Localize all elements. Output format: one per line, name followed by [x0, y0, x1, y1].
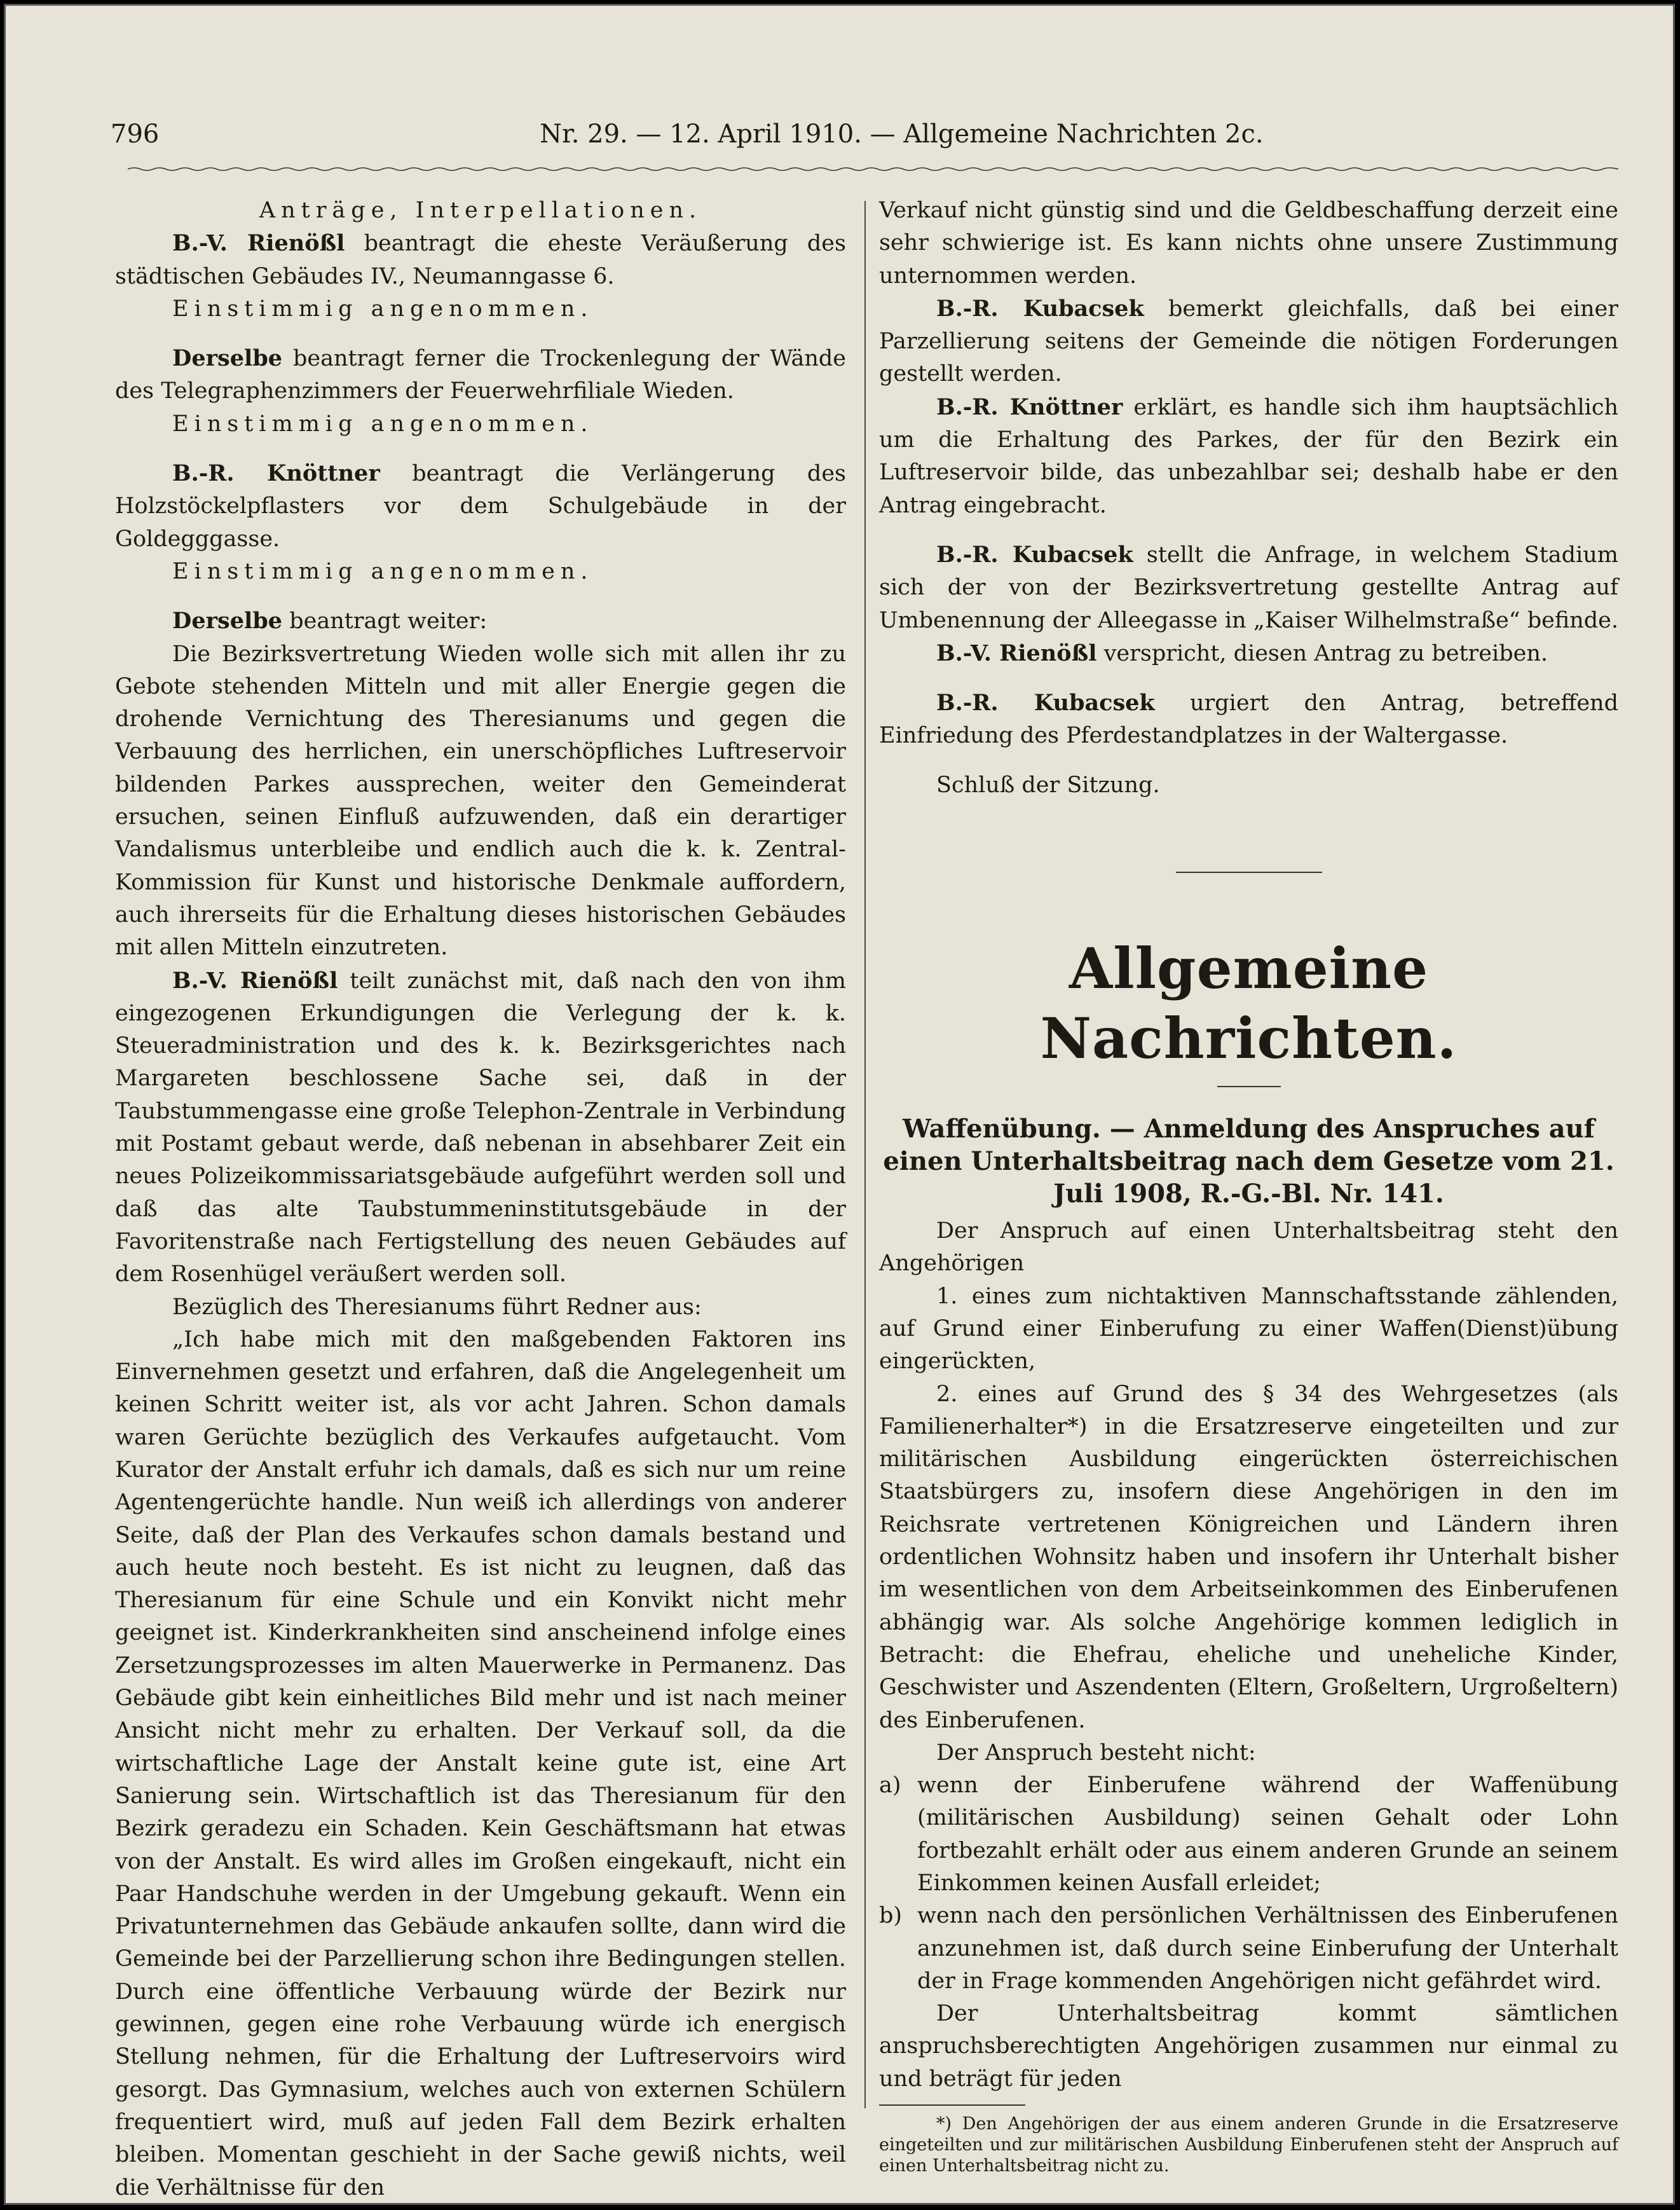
motion-r5: B.-R. Kubacsek urgiert den Antrag, betreffend Einfriedung des Pferdestandplatzes in der Waltergasse. — [879, 690, 1618, 749]
motion-r3: B.-R. Kubacsek stellt die Anfrage, in welchem Stadium sich der von der Bezirksvertretung gestellte Antrag auf Umbenennung der Alleegasse in „Kaiser Wilhelmstraße“ befinde. — [879, 541, 1618, 633]
motion-4-body: Die Bezirksvertretung Wieden wolle sich mit allen ihr zu Gebote stehenden Mitteln und mit aller Energie gegen die drohende Vernichtung des Theresianums und gegen die Verbauung des herrlichen, ein unerschöpfliches Luftreservoir bildenden Parkes aussprechen, weiter den Gemeinderat ersuchen, seinen Einfluß aufzuwenden, daß ein derartiger Vandalismus unterbleibe und endlich auch die k. k. Zentral-Kommission für Kunst und historische Denkmale auffordern, auch ihrerseits für die Erhaltung dieses historischen Gebäudes mit allen Mitteln einzutreten. — [115, 641, 846, 961]
motion-4: Derselbe beantragt weiter: — [172, 608, 488, 635]
paragraph-theresianum-intro: Bezüglich des Theresianums führt Redner aus: — [172, 1294, 702, 1320]
motion-3: B.-R. Knöttner beantragt die Verlängerung des Holzstöckelpflasters vor dem Schulgebäude in der Goldegggasse. — [115, 460, 846, 552]
speaker-name: B.-V. Rienößl — [936, 640, 1097, 666]
exception-list — [879, 1769, 1618, 1998]
list-item: b) wenn nach den persönlichen Verhältnissen des Einberufenen anzunehmen ist, daß durch seine Einberufung der Unterhalt der in Frage kommenden Angehörigen nicht gefährdet wird. — [879, 1903, 1618, 1994]
footnote: *) Den Angehörigen der aus einem anderen Grunde in die Ersatzreserve eingeteilten und zur militärischen Ausbildung Einberufenen steht der Anspruch auf einen Unterhaltsbeitrag nicht zu. — [879, 2114, 1618, 2176]
article-paragraph-1: Der Anspruch auf einen Unterhaltsbeitrag steht den Angehörigen — [879, 1218, 1618, 1277]
header-wavy-rule — [128, 167, 1618, 172]
right-column — [879, 195, 1618, 2176]
paragraph-continued: Verkauf nicht günstig sind und die Geldbeschaffung derzeit eine sehr schwierige ist. Es kann nichts ohne unsere Zustimmung unternommen werden. — [879, 198, 1618, 289]
left-column — [115, 195, 846, 2204]
motion-r4: B.-V. Rienößl verspricht, diesen Antrag zu betreiben. — [936, 640, 1548, 666]
newspaper-page — [4, 4, 1675, 2205]
speaker-name: B.-V. Rienößl — [172, 230, 345, 257]
article-paragraph-3: 2. eines auf Grund des § 34 des Wehrgesetzes (als Familienerhalter*) in die Ersatzreserve eingeteilten und zur militärischen Ausbildung eingerückten österreichischen Staatsbürgers zu, insofern diese Angehörigen in den im Reichsrate vertretenen Königreichen und Ländern ihren ordentlichen Wohnsitz haben und insofern ihr Unterhalt bisher im wesentlichen von dem Arbeitseinkommen des Einberufenen abhängig war. Als solche Angehörige kommen lediglich in Betracht: die Ehefrau, eheliche und uneheliche Kinder, Geschwister und Aszendenten (Eltern, Großeltern, Urgroßeltern) des Einberufenen. — [879, 1381, 1618, 1733]
section-title-allgemeine-nachrichten: Allgemeine Nachrichten. — [1040, 935, 1458, 1072]
page-number: 796 — [111, 120, 160, 149]
speaker-name: B.-R. Knöttner — [172, 460, 380, 487]
column-divider — [864, 201, 866, 2108]
speaker-name: B.-R. Knöttner — [936, 394, 1123, 420]
motion-2-result: Einstimmig angenommen. — [172, 411, 594, 437]
article-title: Waffenübung. — Anmeldung des Anspruches auf einen Unterhaltsbeitrag nach dem Gesetze vom 21. Juli 1908, R.-G.-Bl. Nr. 141. — [883, 1114, 1615, 1209]
motion-1-result: Einstimmig angenommen. — [172, 296, 594, 322]
motion-1: B.-V. Rienößl beantragt die eheste Veräußerung des städtischen Gebäudes IV., Neumanngasse 6. — [115, 230, 846, 289]
motion-3-result: Einstimmig angenommen. — [172, 558, 594, 584]
motion-2: Derselbe beantragt ferner die Trockenlegung der Wände des Telegraphenzimmers der Feuerwehrfiliale Wieden. — [115, 345, 846, 404]
article-paragraph-5: Der Unterhaltsbeitrag kommt sämtlichen anspruchsberechtigten Angehörigen zusammen nur einmal zu und beträgt für jeden — [879, 2001, 1618, 2092]
article-paragraph-4: Der Anspruch besteht nicht: — [936, 1740, 1256, 1766]
footnote-rule — [879, 2104, 1025, 2106]
speaker-name: Derselbe — [172, 345, 283, 372]
session-close: Schluß der Sitzung. — [936, 772, 1160, 798]
motion-5: B.-V. Rienößl teilt zunächst mit, daß nach den von ihm eingezogenen Erkundigungen die Verlegung der k. k. Steueradministration und des k. k. Bezirksgerichtes nach Margareten beschlossene Sache sei, daß in der Taubstummengasse eine große Telephon-Zentrale in Verbindung mit Postamt gebaut werde, daß nebenan in absehbarer Zeit ein neues Polizeikommissariatsgebäude aufgeführt werden soll und daß das alte Taubstummeninstitutsgebäude in der Favoritenstraße nach Fertigstellung des neuen Gebäudes auf dem Rosenhügel veräußert werden soll. — [115, 967, 846, 1287]
paragraph-speech: „Ich habe mich mit den maßgebenden Faktoren ins Einvernehmen gesetzt und erfahren, daß die Angelegenheit um keinen Schritt weiter ist, als vor acht Jahren. Schon damals waren Gerüchte bezüglich des Verkaufes aufgetaucht. Vom Kurator der Anstalt erfuhr ich damals, daß es sich nur um reine Agentengerüchte handle. Nun weiß ich allerdings von anderer Seite, daß der Plan des Verkaufes schon damals bestand und auch heute noch besteht. Es ist nicht zu leugnen, daß das Theresianum für eine Schule und ein Konvikt nicht mehr geeignet ist. Kinderkrankheiten sind anscheinend infolge eines Zersetzungsprozesses im alten Mauerwerke in Permanenz. Das Gebäude gibt kein einheitliches Bild mehr und ist nach meiner Ansicht nicht mehr zu erhalten. Der Verkauf soll, da die wirtschaftliche Lage der Anstalt keine gute ist, eine Art Sanierung sein. Wirtschaftlich ist das Theresianum für den Bezirk geradezu ein Schaden. Kein Geschäftsmann hat etwas von der Anstalt. Es wird alles im Großen eingekauft, nicht ein Paar Handschuhe werden in der Umgebung gekauft. Wenn ein Privatunternehmen das Gebäude ankaufen sollte, dann wird die Gemeinde bei der Parzellierung schon ihre Bedingungen stellen. Durch eine öffentliche Verbauung würde der Bezirk nur gewinnen, gegen eine rohe Verbauung würde ich energisch Stellung nehmen, für die Erhaltung der Luftreservoirs wird gesorgt. Das Gymnasium, welches auch von externen Schülern frequentiert wird, muß auf jeden Fall dem Bezirk erhalten bleiben. Momentan geschieht in der Sache gewiß nichts, weil die Verhältnisse für den — [115, 1326, 846, 2200]
speaker-name: B.-R. Kubacsek — [936, 541, 1133, 568]
list-item: a) wenn der Einberufene während der Waffenübung (militärischen Ausbildung) seinen Gehalt oder Lohn fortbezahlt erhält oder aus einem anderen Grunde an seinem Einkommen keinen Ausfall erleidet; — [879, 1773, 1618, 1896]
motion-r2: B.-R. Knöttner erklärt, es handle sich ihm hauptsächlich um die Erhaltung des Parkes, der für den Bezirk ein Luftreservoir bilde, das unbezahlbar sei; deshalb habe er den Antrag eingebracht. — [879, 394, 1619, 518]
speaker-name: B.-V. Rienößl — [172, 967, 338, 994]
speaker-name: Derselbe — [172, 608, 283, 635]
running-header: Nr. 29. — 12. April 1910. — Allgemeine Nachrichten 2c. — [540, 120, 1264, 149]
speaker-name: B.-R. Kubacsek — [936, 690, 1155, 717]
speaker-name: B.-R. Kubacsek — [936, 295, 1144, 322]
article-paragraph-2: 1. eines zum nichtaktiven Mannschaftsstande zählenden, auf Grund einer Einberufung zu einer Waffen(Dienst)übung eingerückten, — [879, 1283, 1618, 1375]
section-heading-antraege: Anträge, Interpellationen. — [259, 198, 702, 223]
motion-r1: B.-R. Kubacsek bemerkt gleichfalls, daß bei einer Parzellierung seitens der Gemeinde die nötigen Forderungen gestellt werden. — [879, 295, 1618, 387]
